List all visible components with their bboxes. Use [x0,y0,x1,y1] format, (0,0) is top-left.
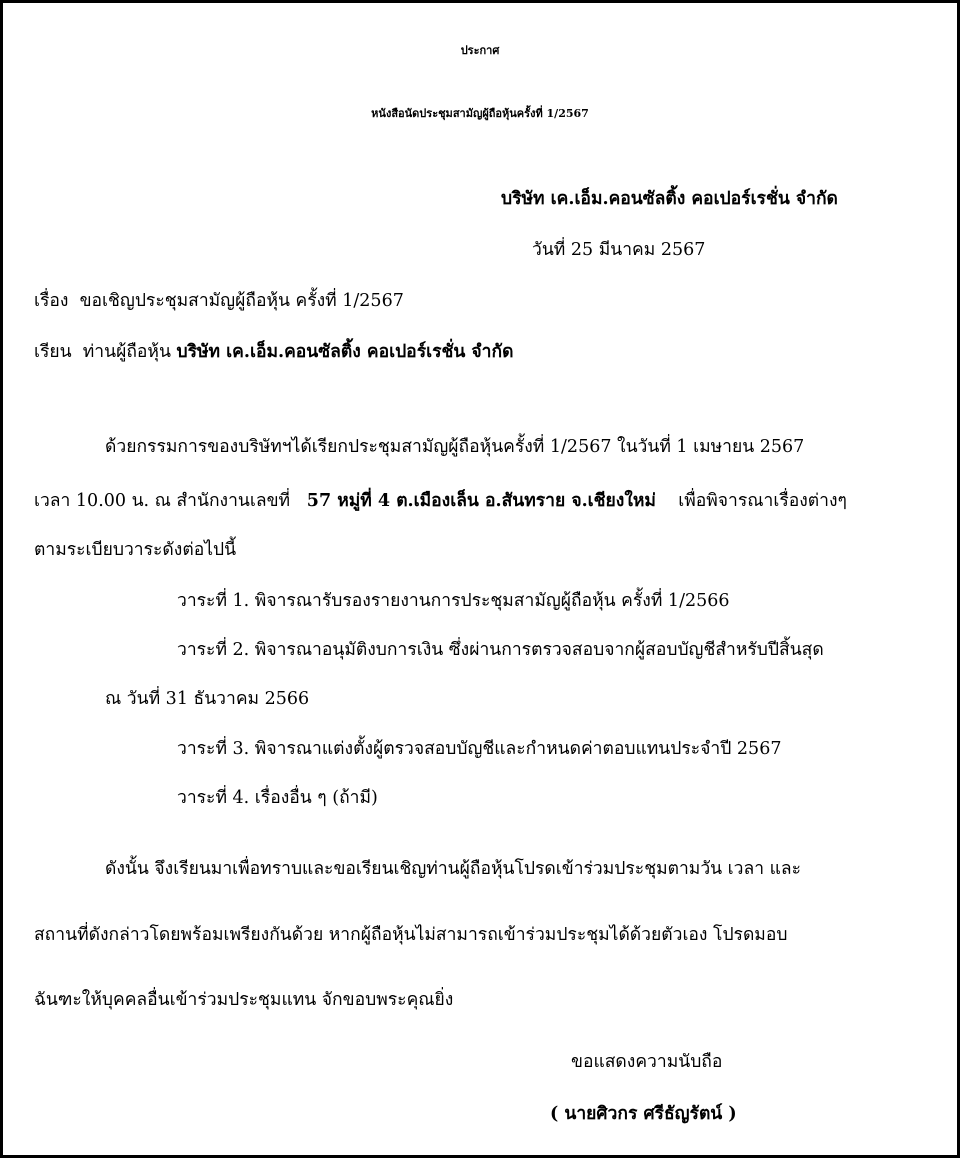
agenda-item-4: วาระที่ 4. เรื่องอื่น ๆ (ถ้ามี) [177,788,378,808]
agenda-item-2: วาระที่ 2. พิจารณาอนุมัติงบการเงิน ซึ่งผ่านการตรวจสอบจากผู้สอบบัญชีสำหรับปีสิ้นสุด [177,640,824,660]
intro-purpose: เพื่อพิจารณาเรื่องต่างๆ [678,491,847,511]
addressee-prefix: ท่านผู้ถือหุ้น [82,342,171,362]
announcement-title: ประกาศ [460,44,500,57]
agenda-item-1: วาระที่ 1. พิจารณารับรองรายงานการประชุมสามัญผู้ถือหุ้น ครั้งที่ 1/2566 [177,591,730,611]
addressee-line [34,337,513,367]
intro-line-2 [34,486,847,516]
closing-line-1: ดังนั้น จึงเรียนมาเพื่อทราบและขอเรียนเชิญท่านผู้ถือหุ้นโปรดเข้าร่วมประชุมตามวัน เวลา และ [105,859,802,879]
addressee-company: บริษัท เค.เอ็ม.คอนซัลติ้ง คอเปอร์เรชั่น จำกัด [176,342,514,362]
intro-line-1: ด้วยกรรมการของบริษัทฯได้เรียกประชุมสามัญผู้ถือหุ้นครั้งที่ 1/2567 ในวันที่ 1 เมษายน 2567 [105,437,805,457]
subject-label: เรื่อง [34,291,69,311]
notice-title: หนังสือนัดประชุมสามัญผู้ถือหุ้นครั้งที่ 1/2567 [371,107,589,120]
addressee-label: เรียน [34,342,72,362]
signature-name: ( นายศิวกร ศรีธัญรัตน์ ) [550,1104,737,1124]
agenda-item-2-continued: ณ วันที่ 31 ธันวาคม 2566 [105,689,310,709]
intro-time-place: เวลา 10.00 น. ณ สำนักงานเลขที่ [34,491,291,511]
signature-regards: ขอแสดงความนับถือ [571,1052,723,1072]
date-line: วันที่ 25 มีนาคม 2567 [532,240,706,260]
closing-line-3: ฉันฑะให้บุคคลอื่นเข้าร่วมประชุมแทน จักขอบพระคุณยิ่ง [34,990,454,1010]
subject-text: ขอเชิญประชุมสามัญผู้ถือหุ้น ครั้งที่ 1/2567 [79,291,404,311]
agenda-item-3: วาระที่ 3. พิจารณาแต่งตั้งผู้ตรวจสอบบัญชีและกำหนดค่าตอบแทนประจำปี 2567 [177,739,782,759]
closing-line-2: สถานที่ดังกล่าวโดยพร้อมเพรียงกันด้วย หากผู้ถือหุ้นไม่สามารถเข้าร่วมประชุมได้ด้วยตัวเอง โปรดมอบ [34,925,788,945]
intro-line-3: ตามระเบียบวาระดังต่อไปนี้ [34,540,237,560]
meeting-address: 57 หมู่ที่ 4 ต.เมืองเล็น อ.สันทราย จ.เชียงใหม่ [306,491,656,511]
subject-line [34,286,404,316]
company-header: บริษัท เค.เอ็ม.คอนซัลติ้ง คอเปอร์เรชั่น จำกัด [501,189,838,209]
